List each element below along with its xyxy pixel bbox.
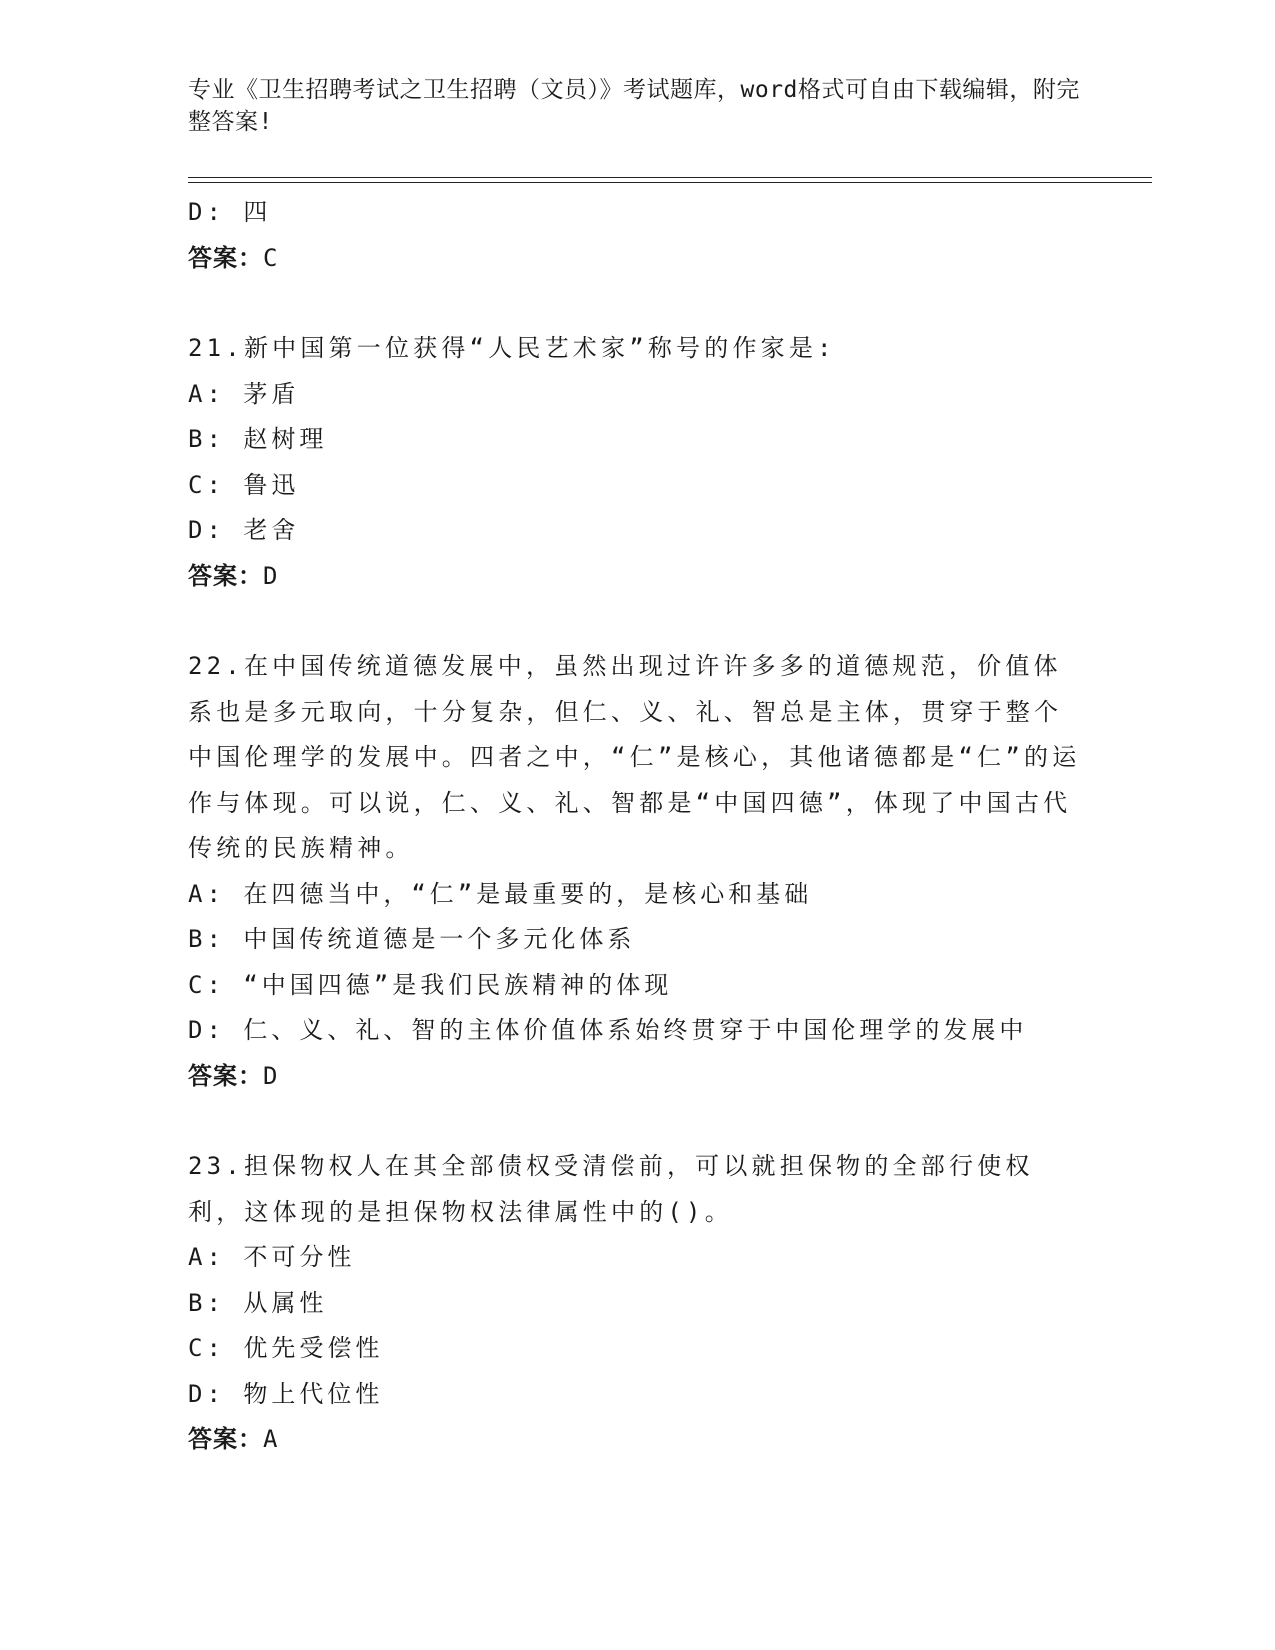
option-d: D: 仁、义、礼、智的主体价值体系始终贯穿于中国伦理学的发展中 — [188, 1016, 1028, 1044]
question-22 — [188, 644, 1088, 1099]
header-rule-bottom — [188, 182, 1152, 183]
answer-label: 答案： — [188, 561, 263, 590]
option-a: A: 不可分性 — [188, 1243, 356, 1271]
answer-label: 答案： — [188, 1425, 263, 1453]
option-d: D: 物上代位性 — [188, 1379, 384, 1408]
answer-value: D — [263, 561, 279, 590]
answer-value: C — [263, 243, 279, 272]
answer-label: 答案： — [188, 243, 263, 272]
option-c: C: 鲁迅 — [188, 470, 300, 499]
question-answer — [188, 554, 1088, 600]
answer-value: A — [263, 1425, 279, 1453]
question-answer — [188, 1417, 1088, 1463]
option-a: A: 茅盾 — [188, 379, 300, 408]
question-stem: 23.担保物权人在其全部债权受清偿前，可以就担保物的全部行使权利，这体现的是担保物权法律属性中的()。 — [188, 1152, 1034, 1226]
option-d: D: 老舍 — [188, 516, 300, 544]
option-b: B: 赵树理 — [188, 425, 328, 453]
question-stem: 22.在中国传统道德发展中，虽然出现过许许多多的道德规范，价值体系也是多元取向，十分复杂，但仁、义、礼、智总是主体，贯穿于整个中国伦理学的发展中。四者之中，“仁”是核心，其他诸德都是“仁”的运作与体现。可以说，仁、义、礼、智都是“中国四德”，体现了中国古代传统的民族精神。 — [188, 652, 1081, 862]
question-stem: 21.新中国第一位获得“人民艺术家”称号的作家是: — [188, 334, 836, 362]
option-b: B: 从属性 — [188, 1288, 328, 1317]
question-21 — [188, 326, 1088, 599]
prev-answer — [188, 236, 1088, 282]
answer-label: 答案： — [188, 1061, 263, 1090]
option-b: B: 中国传统道德是一个多元化体系 — [188, 925, 636, 953]
answer-value: D — [263, 1061, 279, 1090]
question-answer — [188, 1054, 1088, 1100]
question-content — [188, 190, 1088, 1463]
prev-option-d: D: 四 — [188, 198, 272, 226]
option-a: A: 在四德当中，“仁”是最重要的，是核心和基础 — [188, 879, 813, 908]
option-c: C: 优先受偿性 — [188, 1334, 384, 1362]
question-23 — [188, 1144, 1088, 1463]
document-header: 专业《卫生招聘考试之卫生招聘（文员）》考试题库，word格式可自由下载编辑，附完整答案! — [188, 77, 1080, 135]
header-rule-top — [188, 177, 1152, 178]
option-c: C: “中国四德”是我们民族精神的体现 — [188, 970, 673, 999]
